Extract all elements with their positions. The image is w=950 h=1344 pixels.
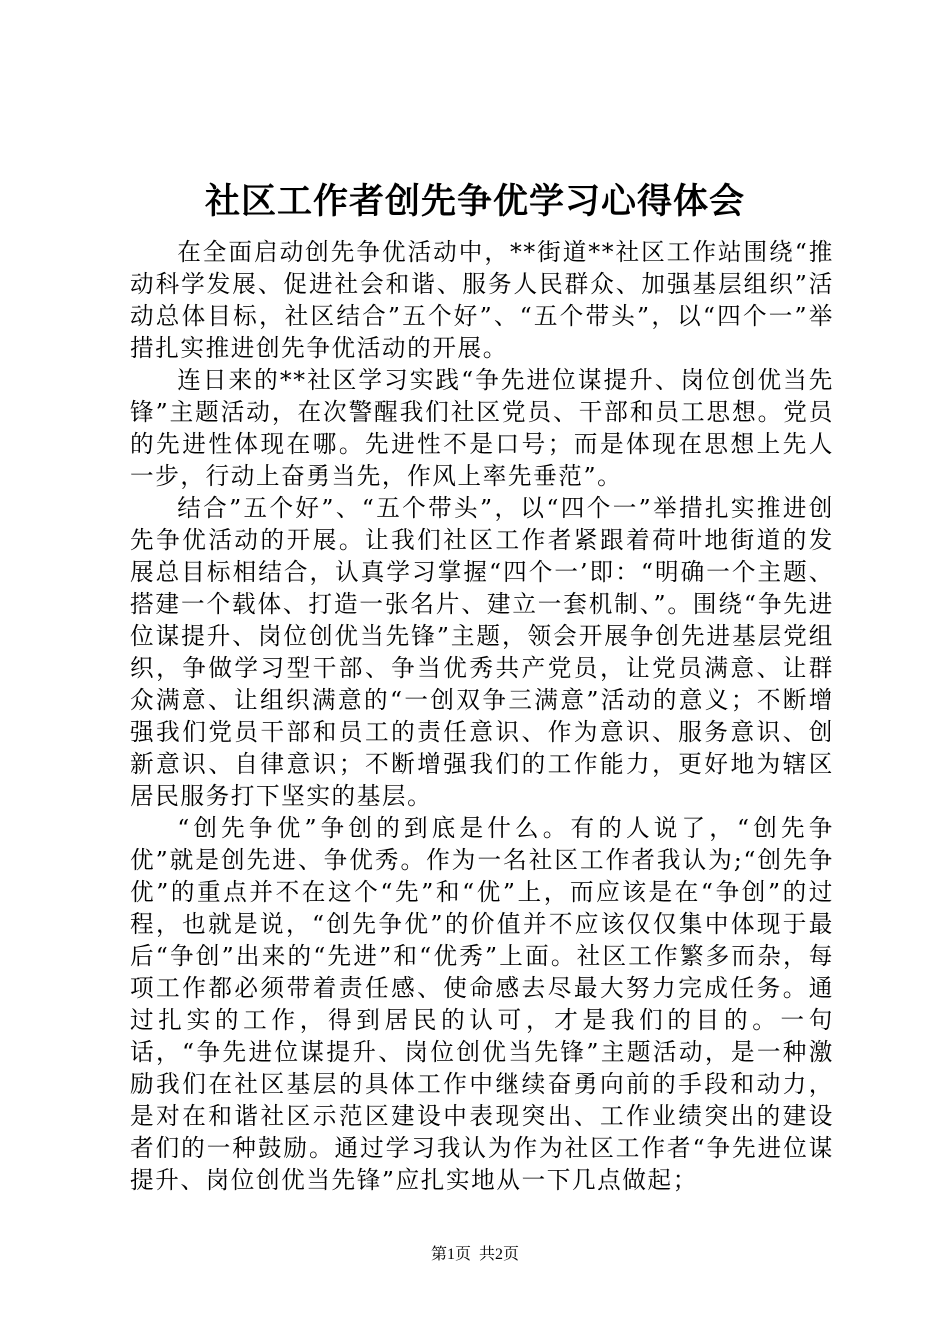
document-title: 社区工作者创先争优学习心得体会	[204, 181, 745, 222]
page-footer	[0, 1244, 950, 1266]
page-total: 共2页	[479, 1246, 520, 1263]
paragraph-2: 连日来的**社区学习实践“争先进位谋提升、岗位创优当先锋”主题活动，在次警醒我们社区党员、干部和员工思想。党员的先进性体现在哪。先进性不是口号；而是体现在思想上先人一步，行动上奋勇当先，作风上率先垂范”。	[130, 366, 834, 490]
page-number: 第1页	[430, 1246, 471, 1263]
document-body	[130, 236, 834, 1196]
paragraph-1: 在全面启动创先争优活动中，**街道**社区工作站围绕“推动科学发展、促进社会和谐、服务人民群众、加强基层组织”活动总体目标，社区结合”五个好”、“五个带头”，以“四个一”举措扎实推进创先争优活动的开展。	[130, 238, 834, 362]
paragraph-3: 结合”五个好”、“五个带头”，以“四个一”举措扎实推进创先争优活动的开展。让我们社区工作者紧跟着荷叶地街道的发展总目标相结合，认真学习掌握“四个一’即：“明确一个主题、搭建一个载体、打造一张名片、建立一套机制、”。围绕“争先进位谋提升、岗位创优当先锋”主题，领会开展争创先进基层党组织，争做学习型干部、争当优秀共产党员，让党员满意、让群众满意、让组织满意的“一创双争三满意”活动的意义；不断增强我们党员干部和员工的责任意识、作为意识、服务意识、创新意识、自律意识；不断增强我们的工作能力，更好地为辖区居民服务打下坚实的基层。	[130, 494, 834, 810]
paragraph-4: “创先争优”争创的到底是什么。有的人说了，“创先争优”就是创先进、争优秀。作为一名社区工作者我认为;“创先争优”的重点并不在这个“先”和“优”上，而应该是在“争创”的过程，也就是说，“创先争优”的价值并不应该仅仅集中体现于最后“争创”出来的“先进”和“优秀”上面。社区工作繁多而杂，每项工作都必须带着责任感、使命感去尽最大努力完成任务。通过扎实的工作，得到居民的认可，才是我们的目的。一句话，“争先进位谋提升、岗位创优当先锋”主题活动，是一种激励我们在社区基层的具体工作中继续奋勇向前的手段和动力，是对在和谐社区示范区建设中表现突出、工作业绩突出的建设者们的一种鼓励。通过学习我认为作为社区工作者“争先进位谋提升、岗位创优当先锋”应扎实地从一下几点做起；	[130, 814, 834, 1194]
